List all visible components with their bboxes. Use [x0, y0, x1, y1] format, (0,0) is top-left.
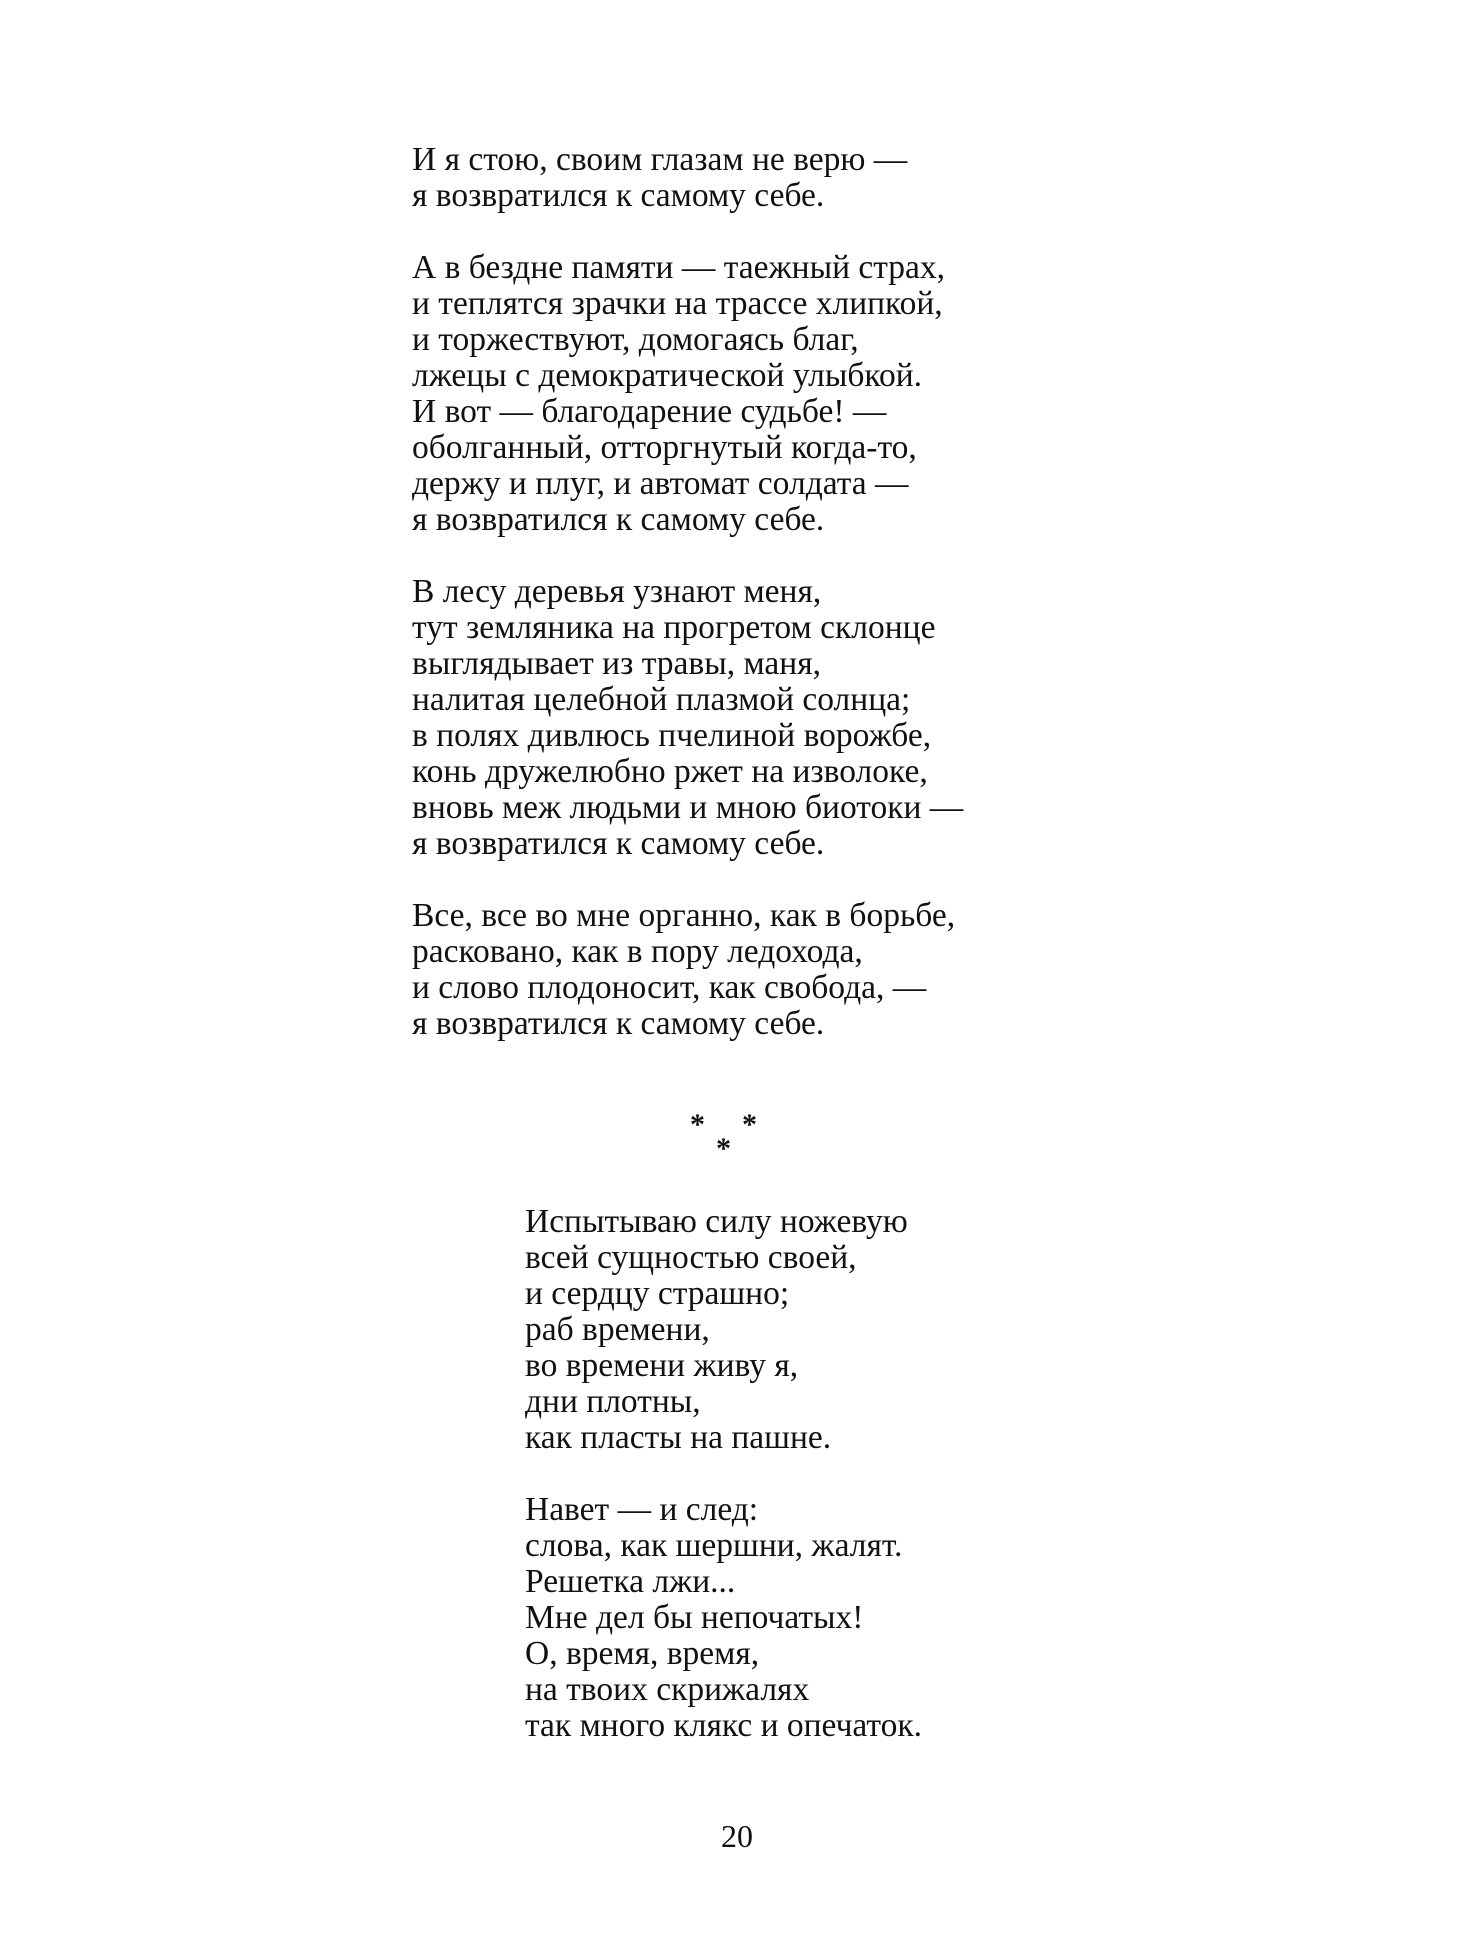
verse-line: О, время, время, [525, 1635, 760, 1672]
verse-line: я возвратился к самому себе. [412, 177, 825, 214]
page-number: 20 [721, 1818, 753, 1854]
stanza [525, 1204, 922, 1456]
asterisk: * [690, 1108, 705, 1141]
stanza [412, 898, 963, 1042]
verse-line: и сердцу страшно; [525, 1275, 790, 1312]
verse-line: налитая целебной плазмой солнца; [412, 681, 911, 718]
verse-line: и слово плодоносит, как свобода, — [412, 969, 927, 1006]
verse-line: Решетка лжи... [525, 1563, 736, 1600]
verse-line: я возвратился к самому себе. [412, 501, 825, 538]
verse-line: раб времени, [525, 1311, 710, 1348]
verse-line: И я стою, своим глазам не верю — [412, 141, 908, 178]
asterisk: * [716, 1132, 731, 1165]
asterism-separator [690, 1110, 780, 1170]
verse-line: Испытываю силу ножевую [525, 1203, 908, 1240]
verse-line: в полях дивлюсь пчелиной ворожбе, [412, 717, 932, 754]
verse-line: выглядывает из травы, маня, [412, 645, 822, 682]
verse-line: вновь меж людьми и мною биотоки — [412, 789, 964, 826]
stanza [525, 1492, 922, 1744]
verse-line: А в бездне памяти — таежный страх, [412, 249, 946, 286]
verse-line: и теплятся зрачки на трассе хлипкой, [412, 285, 943, 322]
verse-line: дни плотны, [525, 1383, 701, 1420]
verse-line: расковано, как в пору ледохода, [412, 933, 863, 970]
verse-line: лжецы с демократической улыбкой. [412, 357, 923, 394]
verse-line: слова, как шершни, жалят. [525, 1527, 903, 1564]
verse-line: И вот — благодарение судьбе! — [412, 393, 887, 430]
stanza [412, 574, 963, 862]
verse-line: и торжествуют, домогаясь благ, [412, 321, 859, 358]
verse-line: всей сущностью своей, [525, 1239, 857, 1276]
verse-line: Все, все во мне органно, как в борьбе, [412, 897, 956, 934]
verse-line: я возвратился к самому себе. [412, 1005, 825, 1042]
verse-line: Навет — и след: [525, 1491, 759, 1528]
verse-line: тут земляника на прогретом склонце [412, 609, 936, 646]
verse-line: оболганный, отторгнутый когда-то, [412, 429, 917, 466]
verse-line: я возвратился к самому себе. [412, 825, 825, 862]
verse-line: на твоих скрижалях [525, 1671, 810, 1708]
verse-line: В лесу деревья узнают меня, [412, 573, 822, 610]
verse-line: так много клякс и опечаток. [525, 1707, 923, 1744]
poem-first [412, 142, 963, 1042]
stanza [412, 250, 963, 538]
stanza [412, 142, 963, 214]
poem-second [525, 1204, 922, 1744]
asterisk: * [742, 1108, 757, 1141]
verse-line: конь дружелюбно ржет на изволоке, [412, 753, 928, 790]
verse-line: Мне дел бы непочатых! [525, 1599, 864, 1636]
verse-line: как пласты на пашне. [525, 1419, 832, 1456]
verse-line: держу и плуг, и автомат солдата — [412, 465, 909, 502]
verse-line: во времени живу я, [525, 1347, 799, 1384]
